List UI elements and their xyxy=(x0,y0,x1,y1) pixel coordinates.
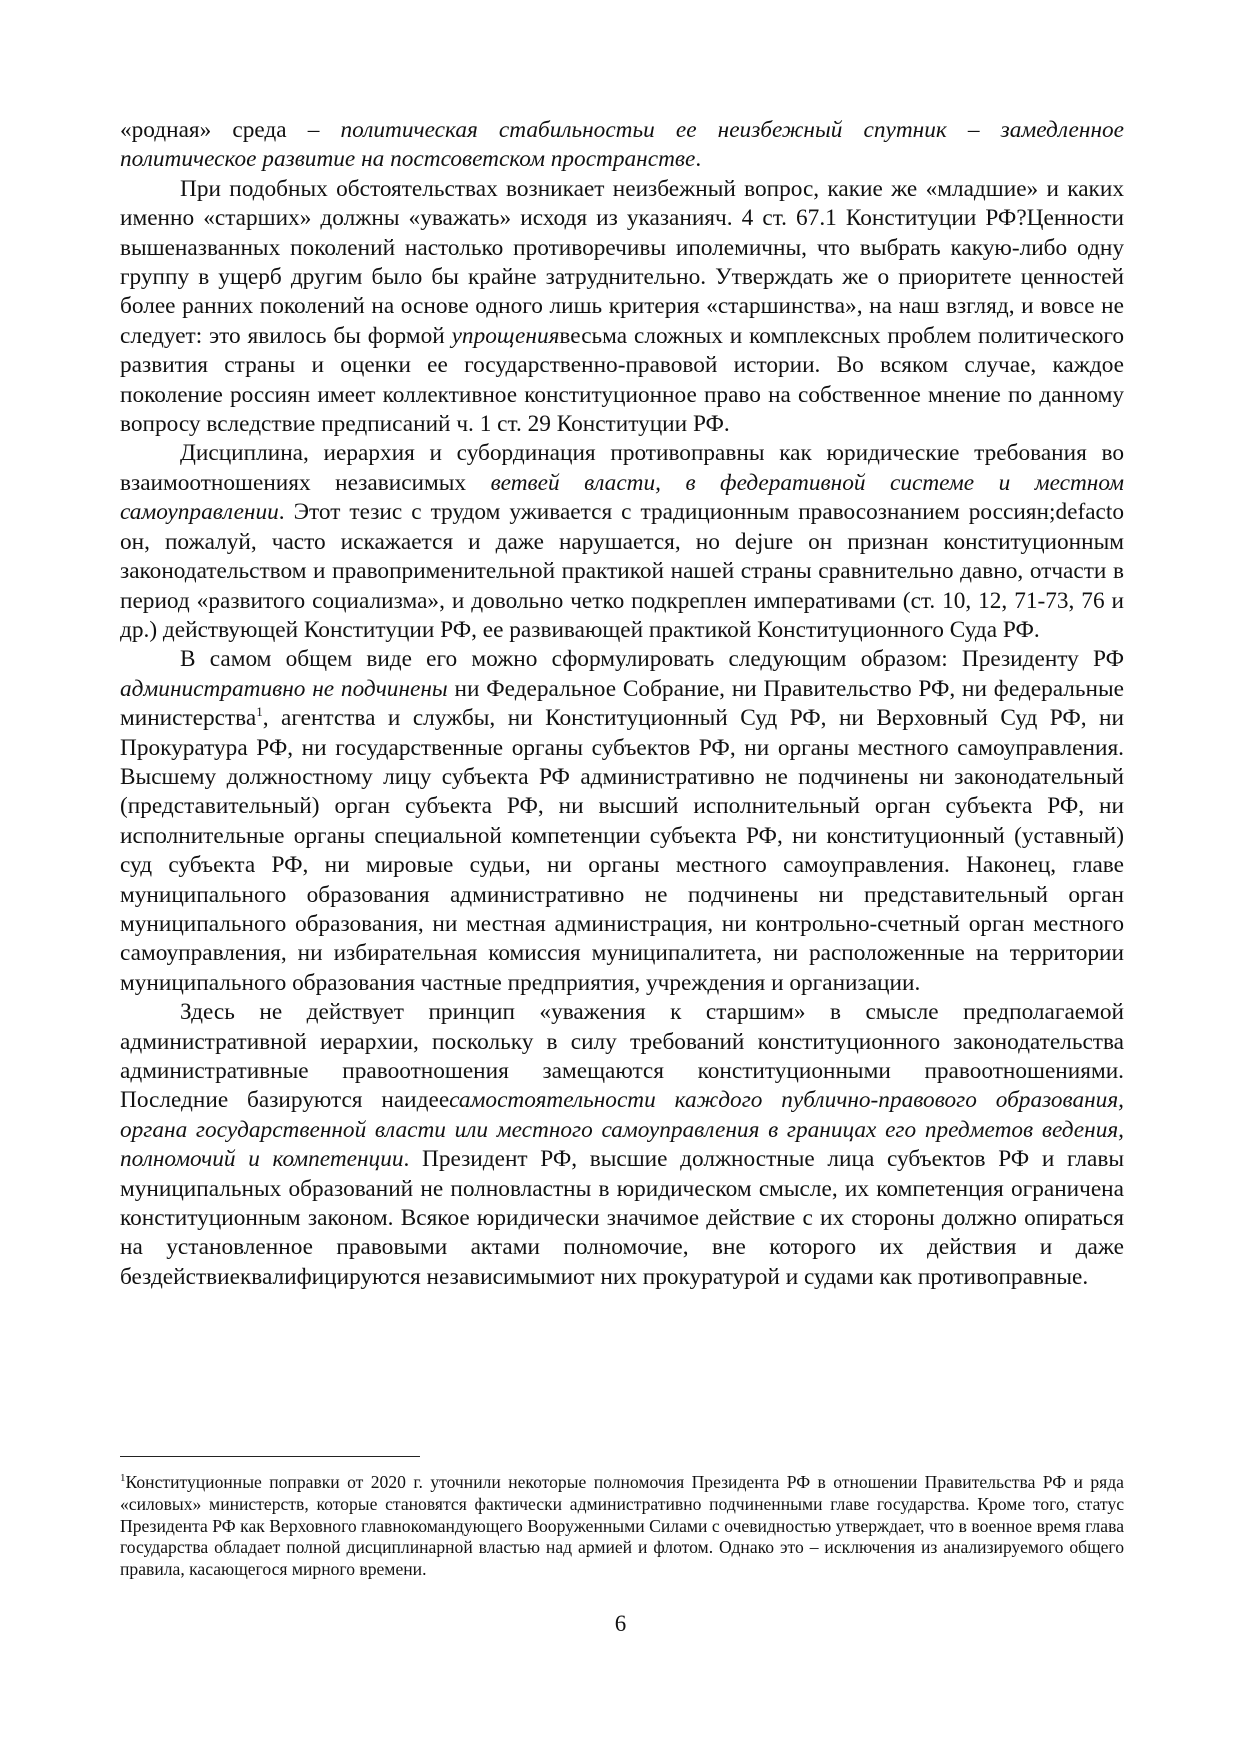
italic-text: упрощения xyxy=(451,322,560,349)
text-run: весьма сложных и комплексных проблем политического развития страны и оценки ее государственно-правовой истории. Во всяком случае, каждое поколение россиян имеет коллективное конституционное право на собственное мнение по данному вопросу вследствие предписаний ч. 1 ст. 29 Конституции РФ. xyxy=(120,322,1124,438)
text-run: . xyxy=(695,146,702,173)
text-run: , агентства и службы, ни Конституционный Суд РФ, ни Верховный Суд РФ, ни Прокуратура РФ, ни государственные органы субъектов РФ, ни органы местного самоуправления. Высшему должностному лицу субъекта РФ административно не подчинены ни законодательный (представительный) орган субъекта РФ, ни высший исполнительный орган субъекта РФ, ни исполнительные органы специальной компетенции субъекта РФ, ни конституционный (уставный) суд субъекта РФ, ни мировые судьи, ни органы местного самоуправления. Наконец, главе муниципального образования административно не подчинены ни представительный орган муниципального образования, ни местная администрация, ни контрольно-счетный орган местного самоуправления, ни избирательная комиссия муниципалитета, ни расположенные на территории муниципального образования частные предприятия, учреждения и организации. xyxy=(120,705,1124,996)
footnote-marker: 1 xyxy=(120,1472,126,1485)
paragraph-4 xyxy=(120,998,1124,1292)
text-run: ни Федеральное Собрание, ни Правительство РФ, ни федеральные министерства xyxy=(120,675,1124,732)
text-run: Дисциплина, иерархия и субординация противоправны как юридические требования во взаимоотношениях независимых xyxy=(120,440,1124,496)
text-run: При подобных обстоятельствах возникает неизбежный вопрос, какие же «младшие» и каких именно «старших» должны «уважать» исходя из указанияч. 4 ст. 67.1 Конституции РФ?Ценности вышеназванных поколений настолько противоречивы иполемичны, что выбрать какую-либо одну группу в ущерб другим было бы крайне затруднительно. Утверждать же о приоритете ценностей более ранних поколений на основе одного лишь критерия «старшинства», на наш взгляд, и вовсе не следует: это явилось бы формой xyxy=(120,175,1124,349)
italic-text: административно не подчинены xyxy=(120,675,448,702)
text-run: Здесь не действует принцип «уважения к старшим» в смысле предполагаемой административной иерархии, поскольку в силу требований конституционного законодательства административные правоотношения замещаются конституционными правоотношениями. Последние базируются наидее xyxy=(120,999,1124,1114)
text-run: «родная» среда – xyxy=(120,117,341,143)
italic-text: ветвей власти, в федеративной системе и местном самоуправлении xyxy=(120,469,1124,526)
footnote xyxy=(120,1472,1124,1581)
paragraph-0 xyxy=(120,116,1124,175)
paragraph-2 xyxy=(120,439,1124,645)
page-number: 6 xyxy=(614,1611,627,1636)
italic-text: самостоятельности каждого публично-правового образования, органа государственной власти или местного самоуправления в границах его предметов ведения, полномочий и компетенции xyxy=(120,1087,1124,1173)
text-run: . Президент РФ, высшие должностные лица субъектов РФ и главы муниципальных образований не полновластны в юридическом смысле, их компетенция ограничена конституционным законом. Всякое юридически значимое действие с их стороны должно опираться на установленное правовыми актами полномочие, вне которого их действия и даже бездействиеквалифицируются независимымиот них прокуратурой и судами как противоправные. xyxy=(120,1146,1124,1290)
paragraph-1 xyxy=(120,175,1124,440)
footnote-text: Конституционные поправки от 2020 г. уточнили некоторые полномочия Президента РФ в отношении Правительства РФ и ряда «силовых» министерств, которые становятся фактически административно подчиненными главе государства. Кроме того, статус Президента РФ как Верховного главнокомандующего Вооруженными Силами с очевидностью утверждает, что в военное время глава государства обладает полной дисциплинарной властью над армией и флотом. Однако это – исключения из анализируемого общего правила, касающегося мирного времени. xyxy=(120,1472,1124,1580)
footnote-reference[interactable]: 1 xyxy=(256,704,263,720)
footnote-separator xyxy=(120,1456,420,1457)
text-run: В самом общем виде его можно сформулировать следующим образом: Президенту РФ xyxy=(180,646,1124,673)
body-text xyxy=(120,116,1124,1292)
text-run: . Этот тезис с трудом уживается с традиционным правосознанием россиян;defacto он, пожалуй, часто искажается и даже нарушается, но dejure он признан конституционным законодательством и правоприменительной практикой нашей страны сравнительно давно, отчасти в период «развитого социализма», и довольно четко подкреплен императивами (ст. 10, 12, 71-73, 76 и др.) действующей Конституции РФ, ее развивающей практикой Конституционного Суда РФ. xyxy=(120,499,1124,643)
paragraph-3 xyxy=(120,645,1124,998)
italic-text: политическая стабильностьи ее неизбежный спутник – замедленное политическое развитие на постсоветском пространстве xyxy=(120,117,1124,173)
